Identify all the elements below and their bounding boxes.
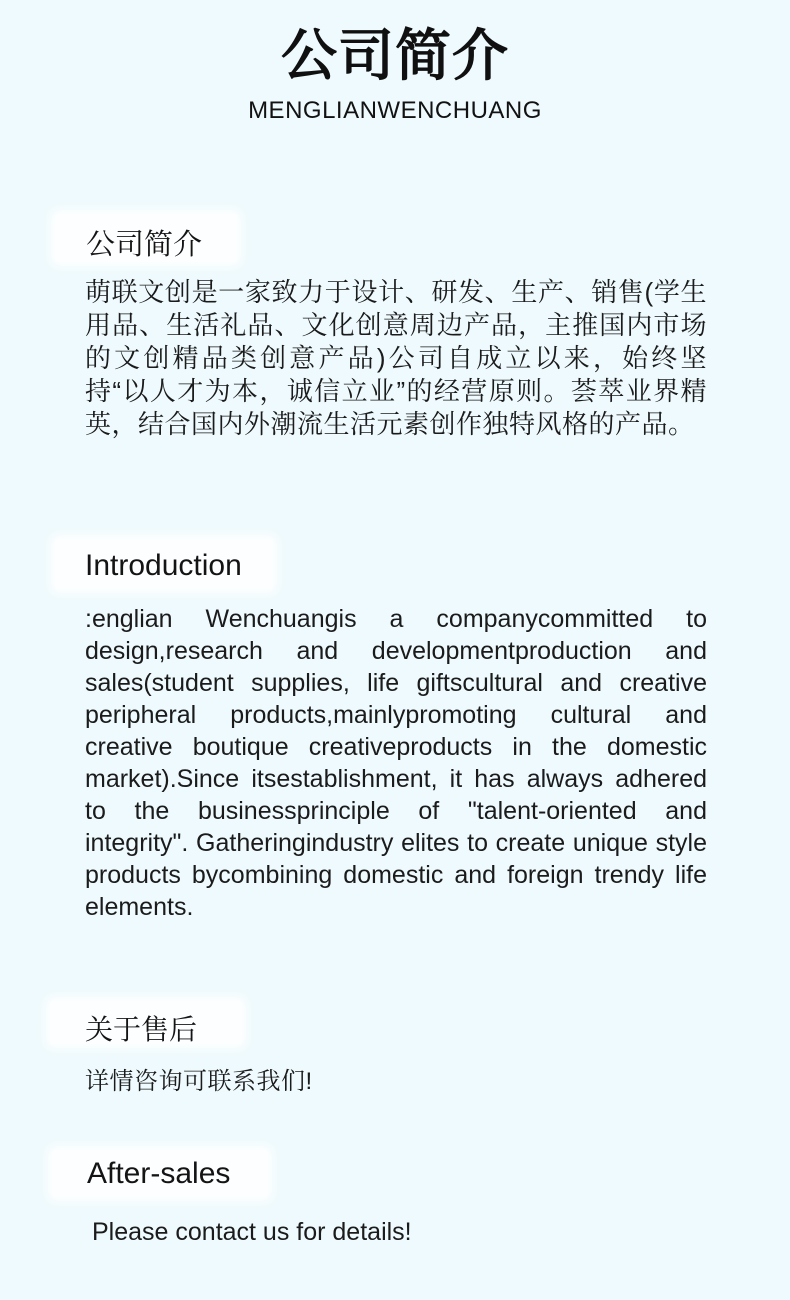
section-heading-after-sales-en: After-sales — [87, 1157, 231, 1190]
section-heading-company-profile: 公司简介 — [86, 229, 203, 261]
page-title: 公司简介 — [281, 24, 509, 87]
page-subtitle: MENGLIANWENCHUANG — [248, 97, 542, 124]
after-sales-note-zh: 详情咨询可联系我们! — [85, 1068, 313, 1095]
company-profile-paragraph: 萌联文创是一家致力于设计、研发、生产、销售(学生用品、生活礼品、文化创意周边产品，主推国内市场的文创精品类创意产品)公司自成立以来，始终坚持“以人才为本，诚信立业”的经营原则。荟萃业界精英，结合国内外潮流生活元素创作独特风格的产品。 — [85, 277, 707, 439]
section-heading-after-sales-zh: 关于售后 — [85, 1014, 198, 1045]
introduction-paragraph: :englian Wenchuangis a companycommitted to design,research and developmentproduction and sales(student supplies, life giftscultural and creative peripheral products,mainlypromoting cultural and creative boutique creativeproducts in the domestic market).Since itsestablishment, it has always adhered to the businessprinciple of "talent-oriented and integrity". Gatheringindustry elites to create unique style products bycombining domestic and foreign trendy life elements. — [85, 605, 707, 921]
after-sales-note-en: Please contact us for details! — [92, 1218, 412, 1246]
section-heading-introduction: Introduction — [85, 549, 242, 582]
